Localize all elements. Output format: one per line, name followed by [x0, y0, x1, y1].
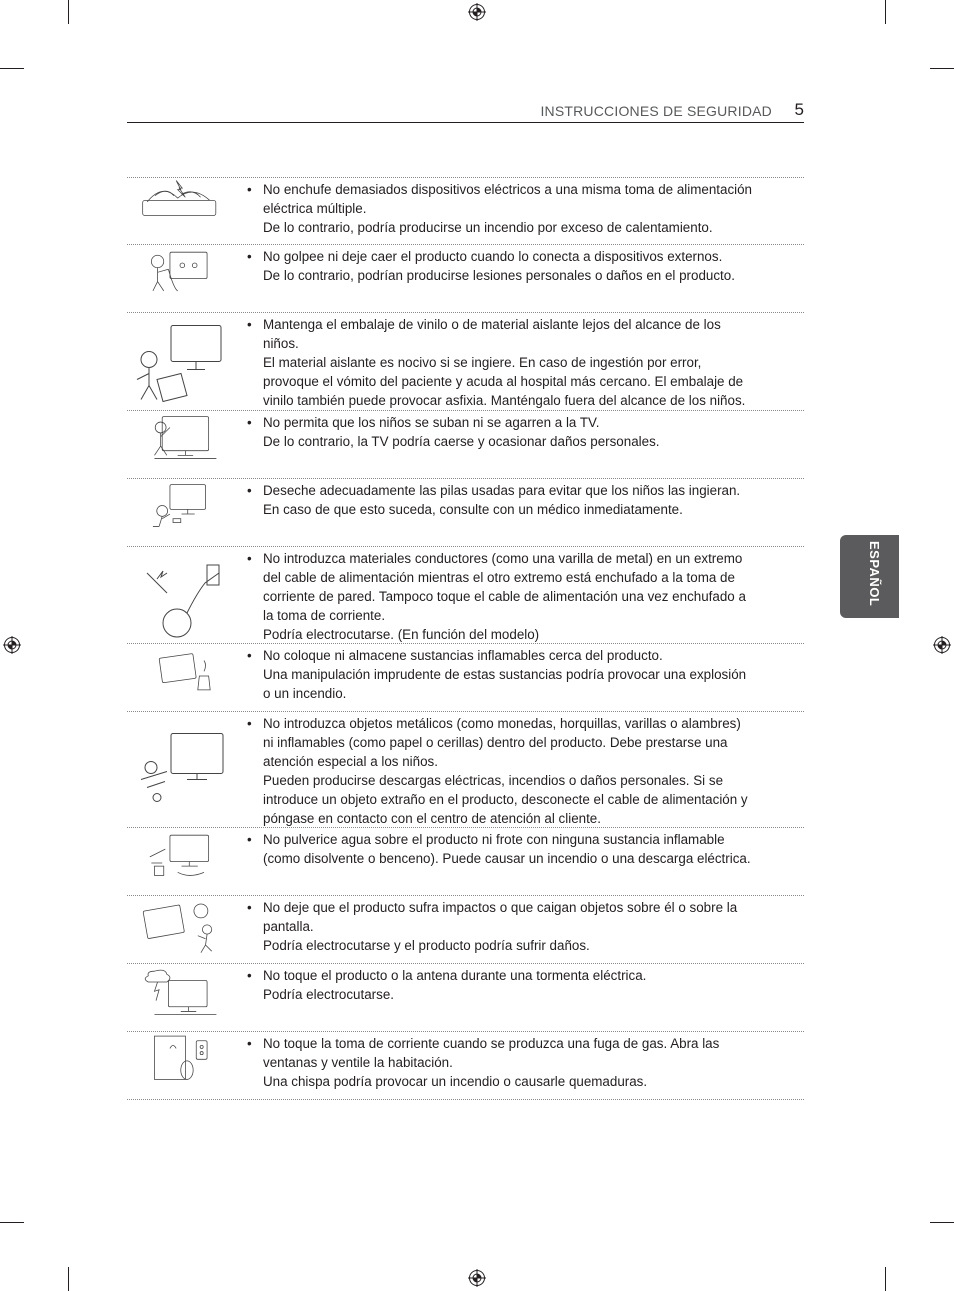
child-with-plastic-bag-icon: [127, 314, 233, 409]
list-item: [127, 711, 804, 827]
instruction-lines: [263, 714, 794, 828]
instruction-lines: [263, 247, 794, 285]
instruction-line: (como disolvente o benceno). Puede causar un incendio o una descarga eléctrica.: [263, 851, 751, 866]
instruction-line: ventanas y ventile la habitación.: [263, 1055, 453, 1070]
instruction-line: niños.: [263, 336, 299, 351]
instruction-line: No toque el producto o la antena durante una tormenta eléctrica.: [263, 968, 647, 983]
instruction-lines: [263, 549, 794, 644]
instruction-line: No enchufe demasiados dispositivos eléctricos a una misma toma de alimentación: [263, 182, 753, 197]
instruction-line: introduce un objeto extraño en el producto, desconecte el cable de alimentación y: [263, 792, 748, 807]
ball-impact-icon: [127, 897, 233, 962]
bullet: •: [247, 1036, 252, 1051]
instruction-line: De lo contrario, podría producirse un incendio por exceso de calentamiento.: [263, 220, 713, 235]
list-item: [127, 546, 804, 643]
instruction-line: Podría electrocutarse.: [263, 987, 394, 1002]
instruction-line: No introduzca materiales conductores (como una varilla de metal) en un extremo: [263, 551, 743, 566]
instruction-line: De lo contrario, podrían producirse lesiones personales o daños en el producto.: [263, 268, 735, 283]
language-tab: [840, 535, 899, 618]
crop-mark: [68, 1267, 69, 1291]
flammable-substance-icon: [127, 645, 233, 710]
instruction-lines: [263, 830, 794, 868]
child-swallowing-battery-icon: [127, 480, 233, 545]
list-item: [127, 963, 804, 1031]
gas-leak-outlet-icon: [127, 1033, 233, 1098]
instruction-lines: [263, 898, 794, 955]
lightning-storm-icon: [127, 965, 233, 1030]
instruction-line: No pulverice agua sobre el producto ni frote con ninguna sustancia inflamable: [263, 832, 725, 847]
registration-mark-icon: [468, 3, 486, 21]
bullet: •: [247, 716, 252, 731]
instruction-lines: [263, 646, 794, 703]
power-strip-overload-icon: [127, 179, 233, 243]
page-header: [127, 98, 804, 123]
instruction-line: ni inflamables (como papel o cerillas) dentro del producto. Debe prestarse una: [263, 735, 728, 750]
instruction-line: Pueden producirse descargas eléctricas, incendios o daños personales. Si se: [263, 773, 724, 788]
instruction-line: póngase en contacto con el centro de atención al cliente.: [263, 811, 601, 826]
instruction-line: vinilo también puede provocar asfixia. Manténgalo fuera del alcance de los niños.: [263, 393, 746, 408]
instruction-line: El material aislante es nocivo si se ingiere. En caso de ingestión por error,: [263, 355, 702, 370]
registration-mark-icon: [3, 636, 21, 654]
instruction-line: del cable de alimentación mientras el otro extremo está enchufado a la toma de: [263, 570, 735, 585]
language-tab-label: ESPAÑOL: [867, 541, 882, 607]
registration-mark-icon: [468, 1269, 486, 1287]
bullet: •: [247, 900, 252, 915]
instruction-line: eléctrica múltiple.: [263, 201, 367, 216]
child-pulling-cable-icon: [127, 246, 233, 311]
bullet: •: [247, 415, 252, 430]
list-item: [127, 244, 804, 312]
safety-instructions-list: [127, 177, 804, 1100]
list-item: [127, 643, 804, 711]
instruction-line: o un incendio.: [263, 686, 347, 701]
bullet: •: [247, 483, 252, 498]
list-item: [127, 410, 804, 478]
bullet: •: [247, 968, 252, 983]
bullet: •: [247, 317, 252, 332]
list-item: [127, 312, 804, 410]
bullet: •: [247, 648, 252, 663]
crop-mark: [0, 68, 24, 69]
instruction-lines: [263, 966, 794, 1004]
instruction-line: No introduzca objetos metálicos (como monedas, horquillas, varillas o alambres): [263, 716, 741, 731]
instruction-line: No toque la toma de corriente cuando se produzca una fuga de gas. Abra las: [263, 1036, 720, 1051]
instruction-line: Una manipulación imprudente de estas sustancias podría provocar una explosión: [263, 667, 747, 682]
crop-mark: [930, 68, 954, 69]
crop-mark: [0, 1222, 24, 1223]
section-title: INSTRUCCIONES DE SEGURIDAD: [540, 103, 772, 119]
instruction-line: atención especial a los niños.: [263, 754, 438, 769]
crop-mark: [885, 0, 886, 24]
instruction-line: la toma de corriente.: [263, 608, 386, 623]
instruction-line: No golpee ni deje caer el producto cuando lo conecta a dispositivos externos.: [263, 249, 723, 264]
list-item: [127, 478, 804, 546]
instruction-lines: [263, 180, 794, 237]
water-spray-icon: [127, 829, 233, 894]
crop-mark: [68, 0, 69, 24]
instruction-lines: [263, 481, 794, 519]
metal-rod-in-cable-icon: [127, 548, 233, 642]
bullet: •: [247, 832, 252, 847]
metal-objects-icon: [127, 713, 233, 826]
instruction-lines: [263, 413, 794, 451]
instruction-line: No deje que el producto sufra impactos o que caigan objetos sobre él o sobre la: [263, 900, 738, 915]
instruction-line: provoque el vómito del paciente y acuda al hospital más cercano. El embalaje de: [263, 374, 744, 389]
crop-mark: [930, 1222, 954, 1223]
bullet: •: [247, 182, 252, 197]
child-climbing-tv-icon: [127, 412, 233, 477]
instruction-line: No permita que los niños se suban ni se agarren a la TV.: [263, 415, 600, 430]
instruction-lines: [263, 1034, 794, 1091]
instruction-line: Podría electrocutarse. (En función del modelo): [263, 627, 540, 642]
instruction-line: Una chispa podría provocar un incendio o causarle quemaduras.: [263, 1074, 648, 1089]
instruction-line: En caso de que esto suceda, consulte con un médico inmediatamente.: [263, 502, 683, 517]
instruction-line: No coloque ni almacene sustancias inflamables cerca del producto.: [263, 648, 663, 663]
list-item: [127, 895, 804, 963]
instruction-line: De lo contrario, la TV podría caerse y ocasionar daños personales.: [263, 434, 660, 449]
instruction-line: corriente de pared. Tampoco toque el cable de alimentación una vez enchufado a: [263, 589, 746, 604]
instruction-line: Deseche adecuadamente las pilas usadas para evitar que los niños las ingieran.: [263, 483, 741, 498]
list-item: [127, 827, 804, 895]
registration-mark-icon: [933, 636, 951, 654]
crop-mark: [885, 1267, 886, 1291]
instruction-line: pantalla.: [263, 919, 314, 934]
bullet: •: [247, 249, 252, 264]
page-number: 5: [794, 100, 804, 119]
list-item: [127, 177, 804, 244]
bullet: •: [247, 551, 252, 566]
list-item: [127, 1031, 804, 1100]
instruction-lines: [263, 315, 794, 410]
instruction-line: Mantenga el embalaje de vinilo o de material aislante lejos del alcance de los: [263, 317, 721, 332]
instruction-line: Podría electrocutarse y el producto podría sufrir daños.: [263, 938, 590, 953]
